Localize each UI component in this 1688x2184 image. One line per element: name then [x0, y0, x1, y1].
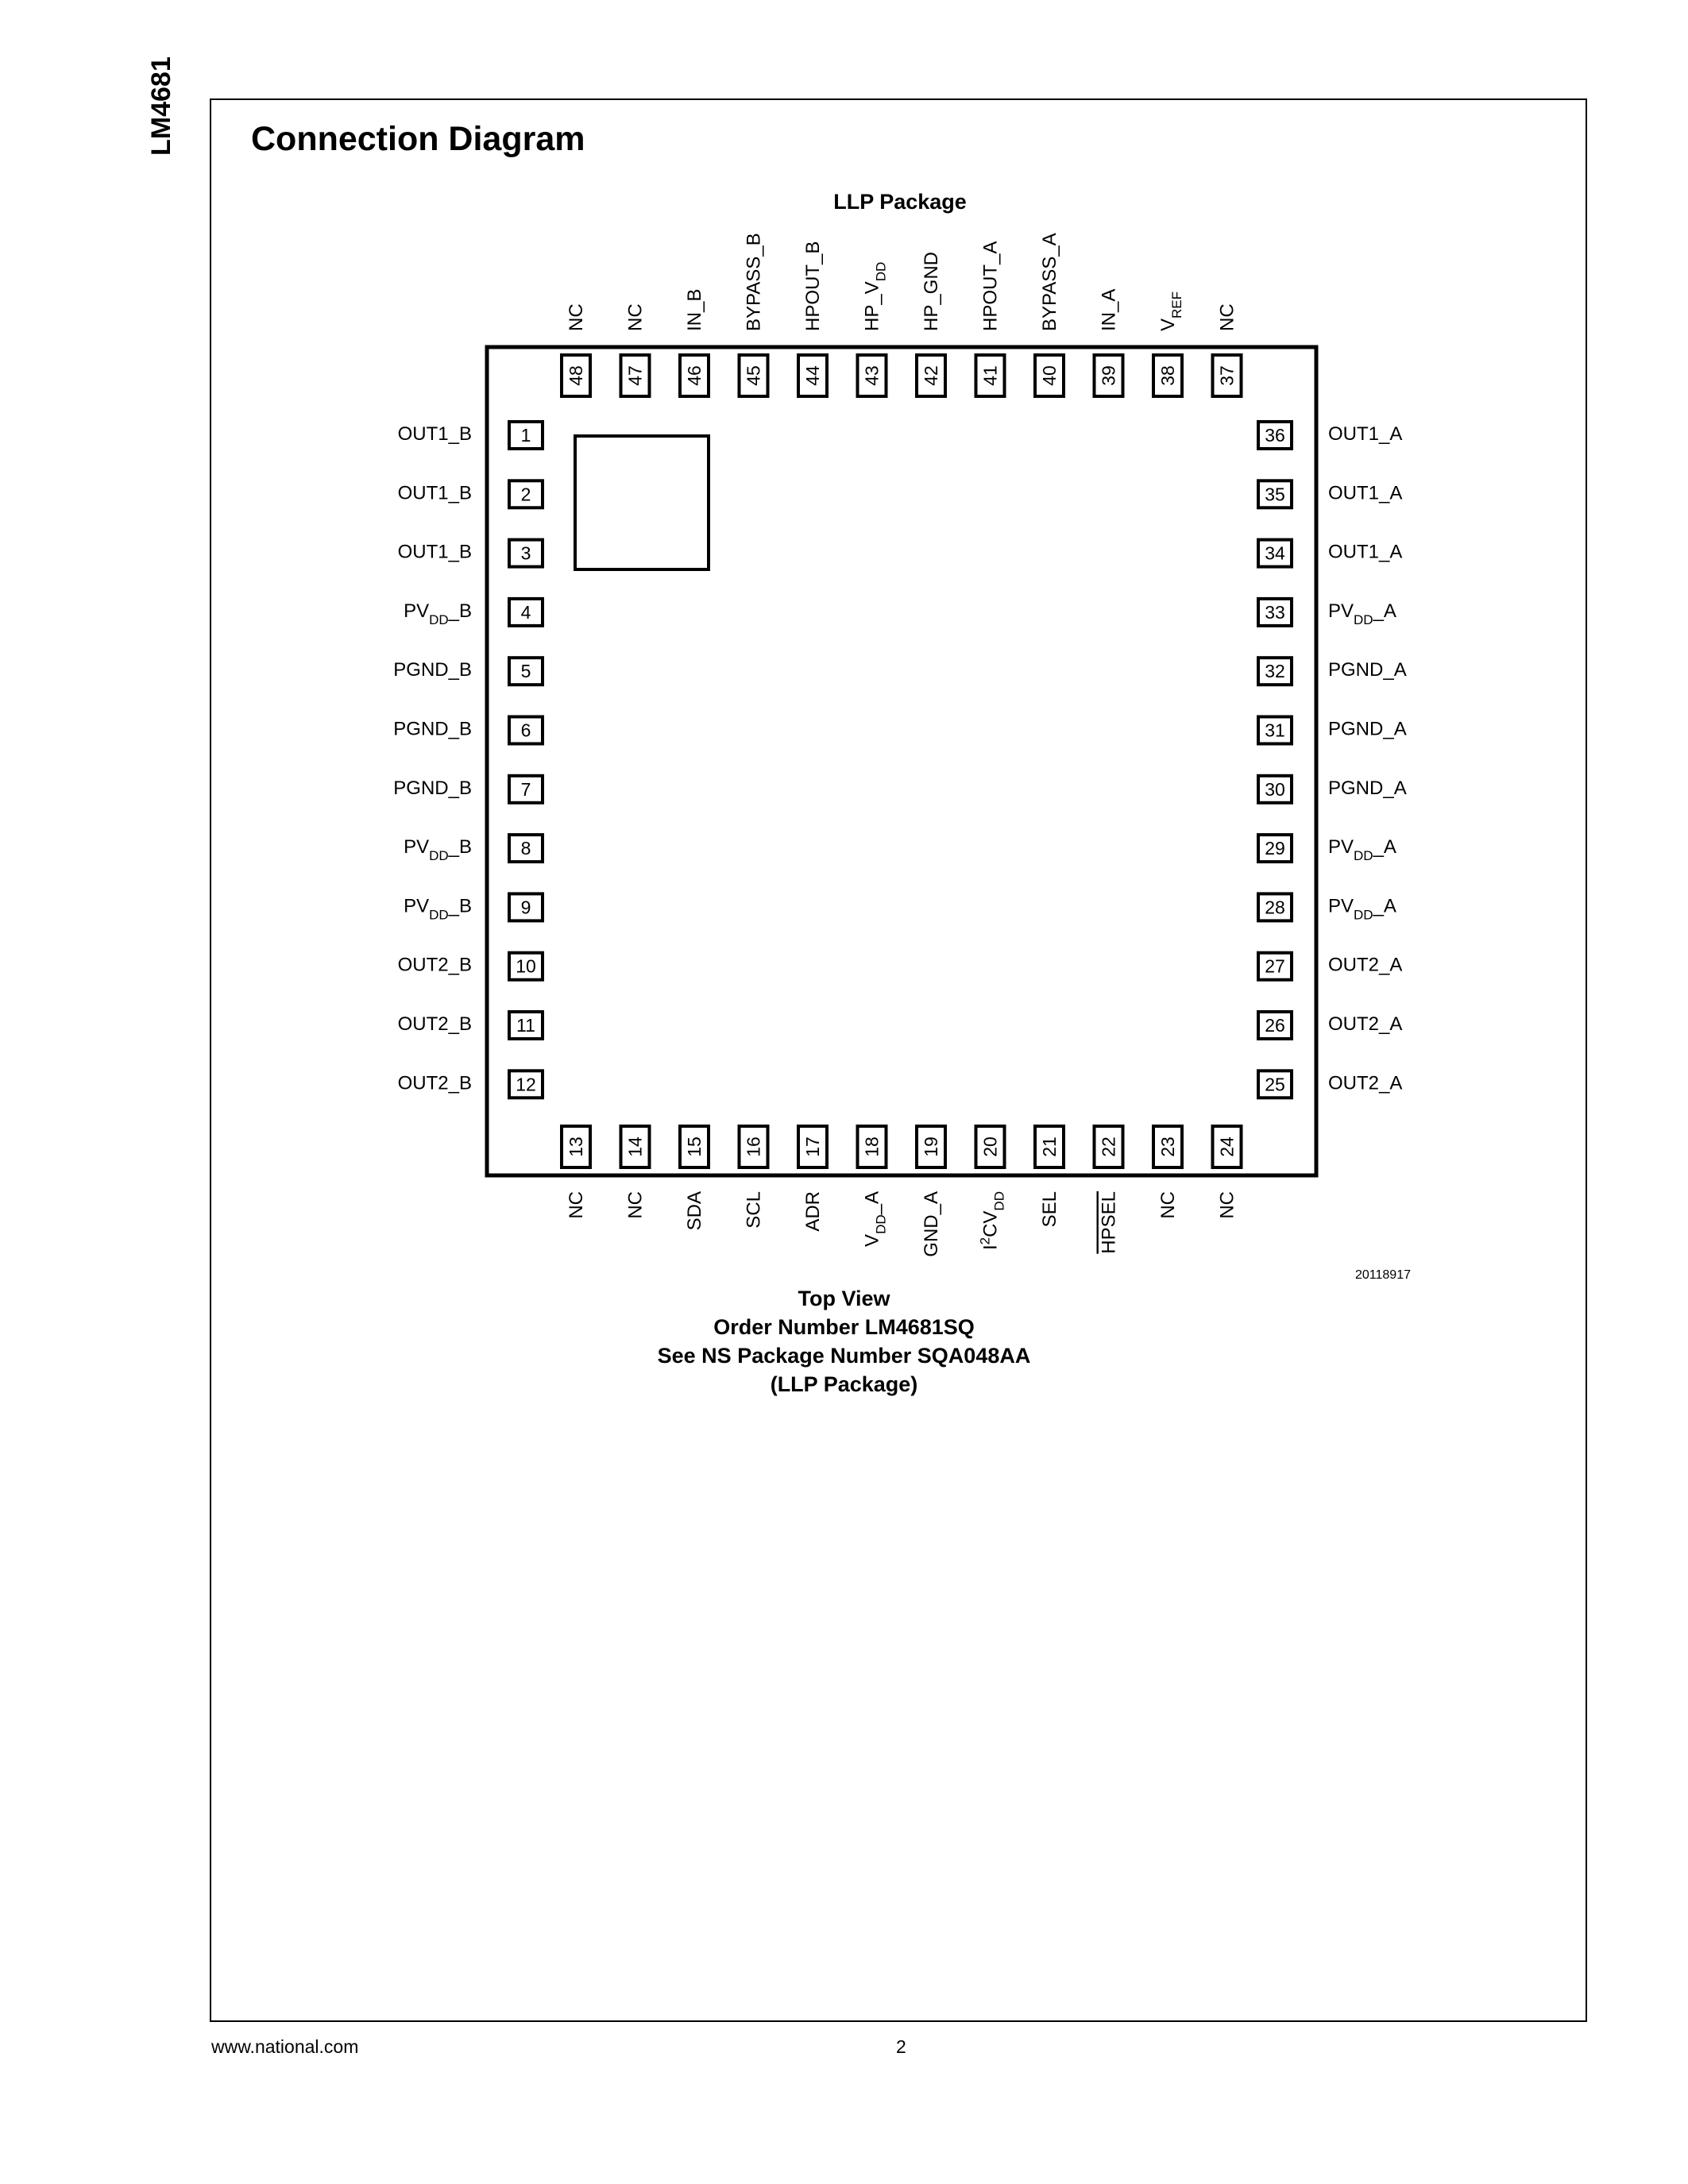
- pins-group: [393, 233, 1406, 1256]
- pin-29-label: $PV_{DD}\_A$: [1328, 836, 1396, 864]
- pin-40-number: 40: [1039, 365, 1060, 386]
- pin-20-number: 20: [979, 1136, 1001, 1157]
- pin-27-label: OUT2_A: [1328, 954, 1403, 976]
- pin-22-label: HPSEL: [1098, 1191, 1120, 1254]
- caption-order-number: Order Number LM4681SQ: [713, 1315, 975, 1339]
- pin-31-number: 31: [1265, 720, 1285, 741]
- footer-url[interactable]: www.national.com: [211, 2036, 359, 2057]
- pin-6-label: PGND_B: [393, 718, 472, 740]
- pin-2-number: 2: [520, 484, 531, 505]
- pin-42-label: HP_GND: [921, 251, 942, 331]
- pin-47-label: NC: [624, 303, 647, 331]
- pin-38-number: 38: [1157, 365, 1178, 386]
- pin-8-label: $PV_{DD}\_B$: [404, 836, 472, 864]
- pin-36-label: OUT1_A: [1328, 423, 1403, 445]
- pin-2-label: OUT1_B: [397, 482, 472, 504]
- pin-18-number: 18: [861, 1136, 883, 1157]
- pin-43-number: 43: [861, 365, 883, 386]
- pin-6-number: 6: [520, 720, 531, 741]
- pin-29-number: 29: [1265, 838, 1285, 859]
- pin-9-label: $PV_{DD}\_B$: [404, 895, 472, 923]
- pin-3-label: OUT1_B: [397, 541, 472, 563]
- pin-40-label: BYPASS_A: [1039, 233, 1060, 331]
- package-body: [487, 347, 1316, 1175]
- pin-5-number: 5: [520, 661, 531, 682]
- pin-30-label: PGND_A: [1328, 777, 1407, 799]
- pin-12-number: 12: [516, 1074, 536, 1095]
- pin-25-number: 25: [1265, 1074, 1285, 1095]
- pin-38-label: $V_{REF}$: [1157, 291, 1184, 331]
- pin-30-number: 30: [1265, 778, 1285, 800]
- pin-9-number: 9: [520, 897, 531, 918]
- pin-16-label: SCL: [743, 1191, 765, 1229]
- pin-28-label: $PV_{DD}\_A$: [1328, 895, 1396, 923]
- pin-11-label: OUT2_B: [397, 1013, 472, 1035]
- pin-14-number: 14: [624, 1136, 646, 1157]
- section-title: Connection Diagram: [251, 120, 585, 158]
- pin-8-number: 8: [520, 838, 531, 859]
- pin-48-number: 48: [566, 365, 586, 386]
- pin-16-number: 16: [743, 1136, 764, 1157]
- side-part-number: LM4681: [146, 56, 176, 156]
- pin-31-label: PGND_A: [1328, 718, 1407, 740]
- pin-19-number: 19: [921, 1136, 941, 1157]
- pin-5-label: PGND_B: [393, 659, 472, 681]
- pin-10-number: 10: [516, 955, 536, 977]
- pin-1-number: 1: [520, 425, 531, 446]
- pin-34-number: 34: [1265, 542, 1285, 564]
- pin-42-number: 42: [921, 365, 941, 386]
- pin-24-number: 24: [1216, 1136, 1238, 1157]
- pin-45-label: BYPASS_B: [743, 233, 765, 331]
- pin-17-label: ADR: [802, 1191, 824, 1232]
- pin-28-number: 28: [1265, 897, 1285, 918]
- pin-27-number: 27: [1265, 955, 1285, 977]
- pin-7-label: PGND_B: [393, 777, 472, 799]
- pin-41-label: HPOUT_A: [979, 241, 1002, 331]
- pin-48-label: NC: [566, 303, 587, 331]
- pin-46-number: 46: [684, 365, 705, 386]
- pin-1-marker: [575, 436, 709, 569]
- pin-44-label: HPOUT_B: [802, 241, 824, 331]
- pin-35-label: OUT1_A: [1328, 482, 1403, 504]
- pin-15-number: 15: [684, 1136, 705, 1157]
- page-number: 2: [896, 2036, 906, 2057]
- pin-33-number: 33: [1265, 601, 1285, 623]
- pin-12-label: OUT2_B: [397, 1072, 472, 1094]
- package-title: LLP Package: [833, 190, 967, 214]
- figure-id: 20118917: [1355, 1268, 1411, 1282]
- pin-37-number: 37: [1216, 365, 1238, 386]
- caption-package-number: See NS Package Number SQA048AA: [657, 1344, 1031, 1368]
- pin-41-number: 41: [979, 365, 1001, 386]
- pin-37-label: NC: [1216, 303, 1238, 331]
- pin-13-number: 13: [566, 1136, 586, 1157]
- pin-46-label: IN_B: [684, 288, 705, 331]
- pin-17-number: 17: [802, 1136, 823, 1157]
- caption-package-type: (LLP Package): [770, 1372, 918, 1396]
- pin-43-label: $HP\_V_{DD}$: [861, 261, 889, 331]
- pin-45-number: 45: [743, 365, 764, 386]
- pin-44-number: 44: [802, 365, 823, 386]
- pin-1-label: OUT1_B: [397, 423, 472, 445]
- pin-10-label: OUT2_B: [397, 954, 472, 976]
- caption-view: Top View: [798, 1287, 890, 1310]
- pin-24-label: NC: [1216, 1191, 1238, 1219]
- pin-26-label: OUT2_A: [1328, 1013, 1403, 1035]
- pin-3-number: 3: [520, 542, 531, 564]
- caption: [0, 1284, 1688, 1399]
- pin-21-number: 21: [1039, 1136, 1060, 1157]
- pin-4-label: $PV_{DD}\_B$: [404, 600, 472, 627]
- pin-13-label: NC: [566, 1191, 587, 1219]
- pin-21-label: SEL: [1039, 1191, 1060, 1228]
- pin-11-number: 11: [516, 1015, 535, 1036]
- pin-36-number: 36: [1265, 425, 1285, 446]
- pin-32-label: PGND_A: [1328, 659, 1407, 681]
- pin-22-number: 22: [1098, 1136, 1119, 1157]
- pin-47-number: 47: [624, 365, 646, 386]
- pin-23-number: 23: [1157, 1136, 1178, 1157]
- pin-39-label: IN_A: [1098, 288, 1120, 331]
- pin-26-number: 26: [1265, 1015, 1285, 1036]
- pin-33-label: $PV_{DD}\_A$: [1328, 600, 1396, 627]
- pin-20-label: $I^2CV_{DD}$: [977, 1191, 1007, 1251]
- pin-14-label: NC: [624, 1191, 647, 1219]
- pin-39-number: 39: [1098, 365, 1119, 386]
- pin-15-label: SDA: [684, 1191, 705, 1231]
- pin-4-number: 4: [520, 601, 531, 623]
- pin-23-label: NC: [1157, 1191, 1179, 1219]
- pin-25-label: OUT2_A: [1328, 1072, 1403, 1094]
- pin-35-number: 35: [1265, 484, 1285, 505]
- pin-19-label: GND_A: [921, 1191, 942, 1257]
- pin-34-label: OUT1_A: [1328, 541, 1403, 563]
- pin-32-number: 32: [1265, 661, 1285, 682]
- pin-18-label: $V_{DD}\_A$: [861, 1191, 889, 1247]
- pin-7-number: 7: [520, 778, 531, 800]
